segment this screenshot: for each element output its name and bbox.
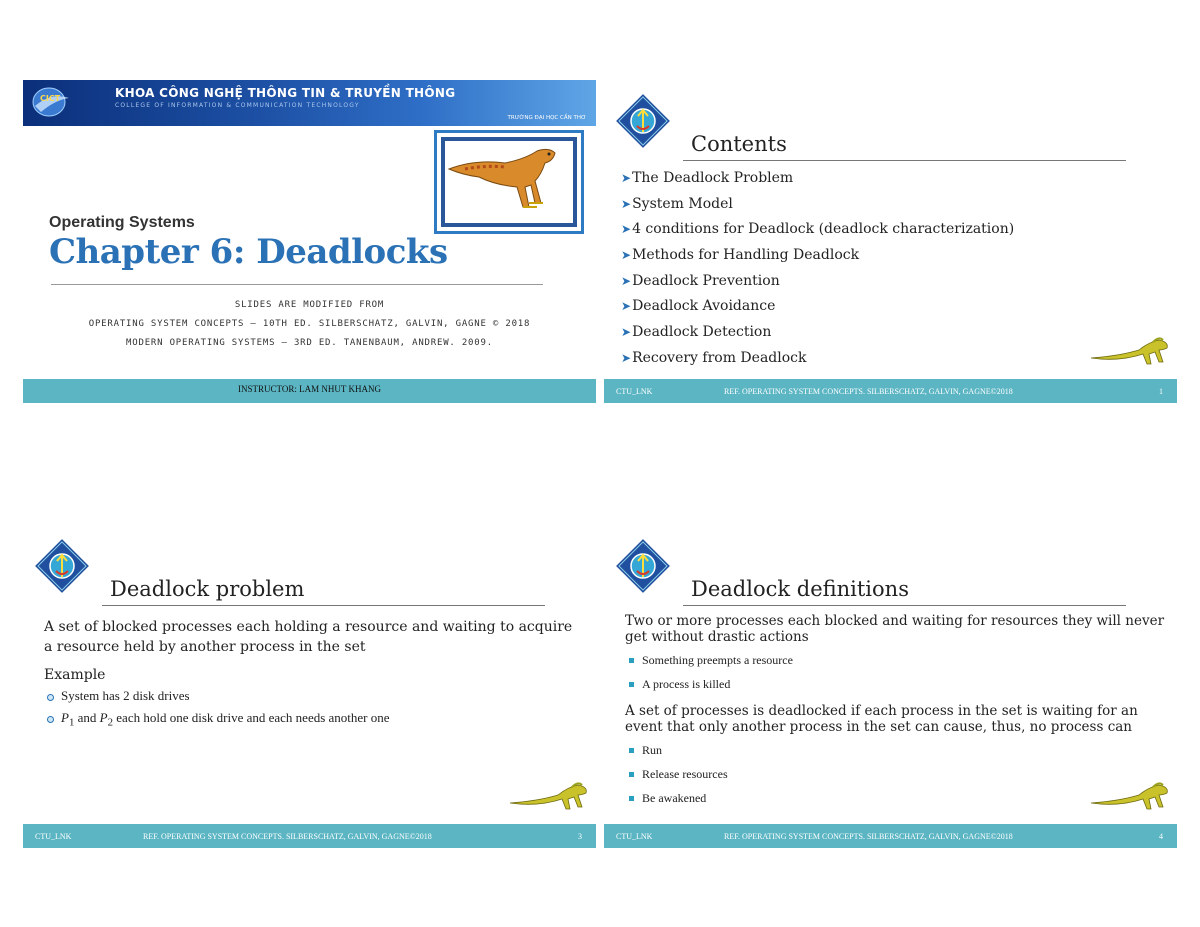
slide-title	[23, 80, 596, 403]
dinosaur-icon	[508, 777, 590, 813]
slide-contents	[604, 80, 1177, 403]
slide-footer	[604, 824, 1177, 848]
bullet-icon	[629, 772, 634, 777]
list-item: $P_1$ and $P_2$ each hold one disk drive and each needs another one	[45, 710, 390, 729]
definition-paragraph: A set of blocked processes each holding a resource and waiting to acquire a resource held by another process in the set	[44, 619, 573, 655]
arrow-bullet-icon: ➤	[621, 222, 632, 237]
heading-divider	[102, 605, 545, 606]
outcomes-list	[626, 743, 728, 815]
list-item: ➤Recovery from Deadlock	[621, 349, 807, 366]
title-divider	[51, 284, 543, 285]
bullet-icon	[629, 748, 634, 753]
arrow-bullet-icon: ➤	[621, 350, 632, 365]
list-item: ➤Deadlock Avoidance	[621, 298, 776, 315]
footer-page-number: 1	[1159, 387, 1163, 396]
example-label: Example	[44, 667, 106, 683]
list-item: Be awakened	[626, 791, 728, 815]
bullet-icon	[629, 658, 634, 663]
dinosaur-image	[434, 130, 584, 234]
arrow-bullet-icon: ➤	[621, 248, 632, 263]
banner-school: TRƯỜNG ĐẠI HỌC CẦN THƠ	[507, 115, 586, 121]
footer-author: CTU_LNK	[616, 387, 653, 396]
list-item: ➤4 conditions for Deadlock (deadlock characterization)	[621, 221, 1015, 238]
footer-reference: REF. OPERATING SYSTEM CONCEPTS. SILBERSCHATZ, GALVIN, GAGNE©2018	[724, 387, 1013, 396]
definition-paragraph-2: A set of processes is deadlocked if each process in the set is waiting for an event that only another process in the set can cause, thus, no process can	[625, 703, 1138, 735]
bullet-icon	[629, 796, 634, 801]
definition-paragraph-1: Two or more processes each blocked and waiting for resources they will never get without drastic actions	[625, 613, 1165, 645]
list-item: ➤The Deadlock Problem	[621, 170, 794, 186]
bullet-icon	[47, 694, 54, 701]
arrow-bullet-icon: ➤	[621, 196, 632, 211]
arrow-bullet-icon: ➤	[621, 273, 632, 288]
list-item: System has 2 disk drives	[45, 688, 390, 710]
list-item: ➤Deadlock Detection	[621, 324, 772, 341]
list-item: ➤System Model	[621, 195, 733, 212]
list-item: Release resources	[626, 767, 728, 791]
svg-text:CICT: CICT	[40, 94, 61, 103]
arrow-bullet-icon: ➤	[621, 171, 632, 185]
footer-reference: REF. OPERATING SYSTEM CONCEPTS. SILBERSCHATZ, GALVIN, GAGNE©2018	[143, 832, 432, 841]
arrow-bullet-icon: ➤	[621, 299, 632, 314]
list-item: ➤Deadlock Prevention	[621, 272, 780, 289]
banner-title: KHOA CÔNG NGHỆ THÔNG TIN & TRUYỀN THÔNG	[115, 86, 456, 100]
example-list	[45, 688, 390, 729]
college-banner	[23, 80, 596, 126]
list-item: ➤Methods for Handling Deadlock	[621, 247, 860, 264]
university-seal-icon	[29, 533, 95, 599]
footer-page-number: 3	[578, 832, 582, 841]
slide-footer	[23, 824, 596, 848]
university-seal-icon	[610, 88, 676, 154]
banner-subtitle: COLLEGE OF INFORMATION & COMMUNICATION TECHNOLOGY	[115, 102, 360, 109]
instructor-bar	[23, 379, 596, 403]
slide-heading: Contents	[691, 132, 787, 156]
credit-line-2: OPERATING SYSTEM CONCEPTS – 10TH ED. SILBERSCHATZ, GALVIN, GAGNE © 2018	[88, 319, 531, 329]
list-item: A process is killed	[626, 677, 793, 701]
footer-author: CTU_LNK	[35, 832, 72, 841]
dinosaur-icon	[1089, 777, 1171, 813]
credit-line-3: MODERN OPERATING SYSTEMS – 3RD ED. TANENBAUM, ANDREW. 2009.	[126, 338, 493, 348]
credit-line-1: SLIDES ARE MODIFIED FROM	[234, 300, 385, 310]
slide-deadlock-problem	[23, 525, 596, 848]
footer-page-number: 4	[1159, 832, 1163, 841]
dinosaur-icon	[1089, 332, 1171, 368]
slide-deadlock-definitions	[604, 525, 1177, 848]
instructor-label: INSTRUCTOR: LAM NHUT KHANG	[238, 384, 381, 394]
university-seal-icon	[610, 533, 676, 599]
bullet-icon	[47, 716, 54, 723]
slide-heading: Deadlock problem	[110, 577, 305, 601]
heading-divider	[683, 605, 1126, 606]
actions-list	[626, 653, 793, 701]
slide-heading: Deadlock definitions	[691, 577, 909, 601]
footer-reference: REF. OPERATING SYSTEM CONCEPTS. SILBERSCHATZ, GALVIN, GAGNE©2018	[724, 832, 1013, 841]
list-item: Run	[626, 743, 728, 767]
arrow-bullet-icon: ➤	[621, 325, 632, 340]
list-item: Something preempts a resource	[626, 653, 793, 677]
contents-list	[621, 170, 1014, 376]
slide-footer	[604, 379, 1177, 403]
cict-logo-icon	[31, 84, 71, 120]
course-subtitle: Operating Systems	[49, 214, 195, 231]
dinosaur-icon	[445, 141, 571, 221]
chapter-title: Chapter 6: Deadlocks	[49, 232, 448, 272]
bullet-icon	[629, 682, 634, 687]
heading-divider	[683, 160, 1126, 161]
footer-author: CTU_LNK	[616, 832, 653, 841]
